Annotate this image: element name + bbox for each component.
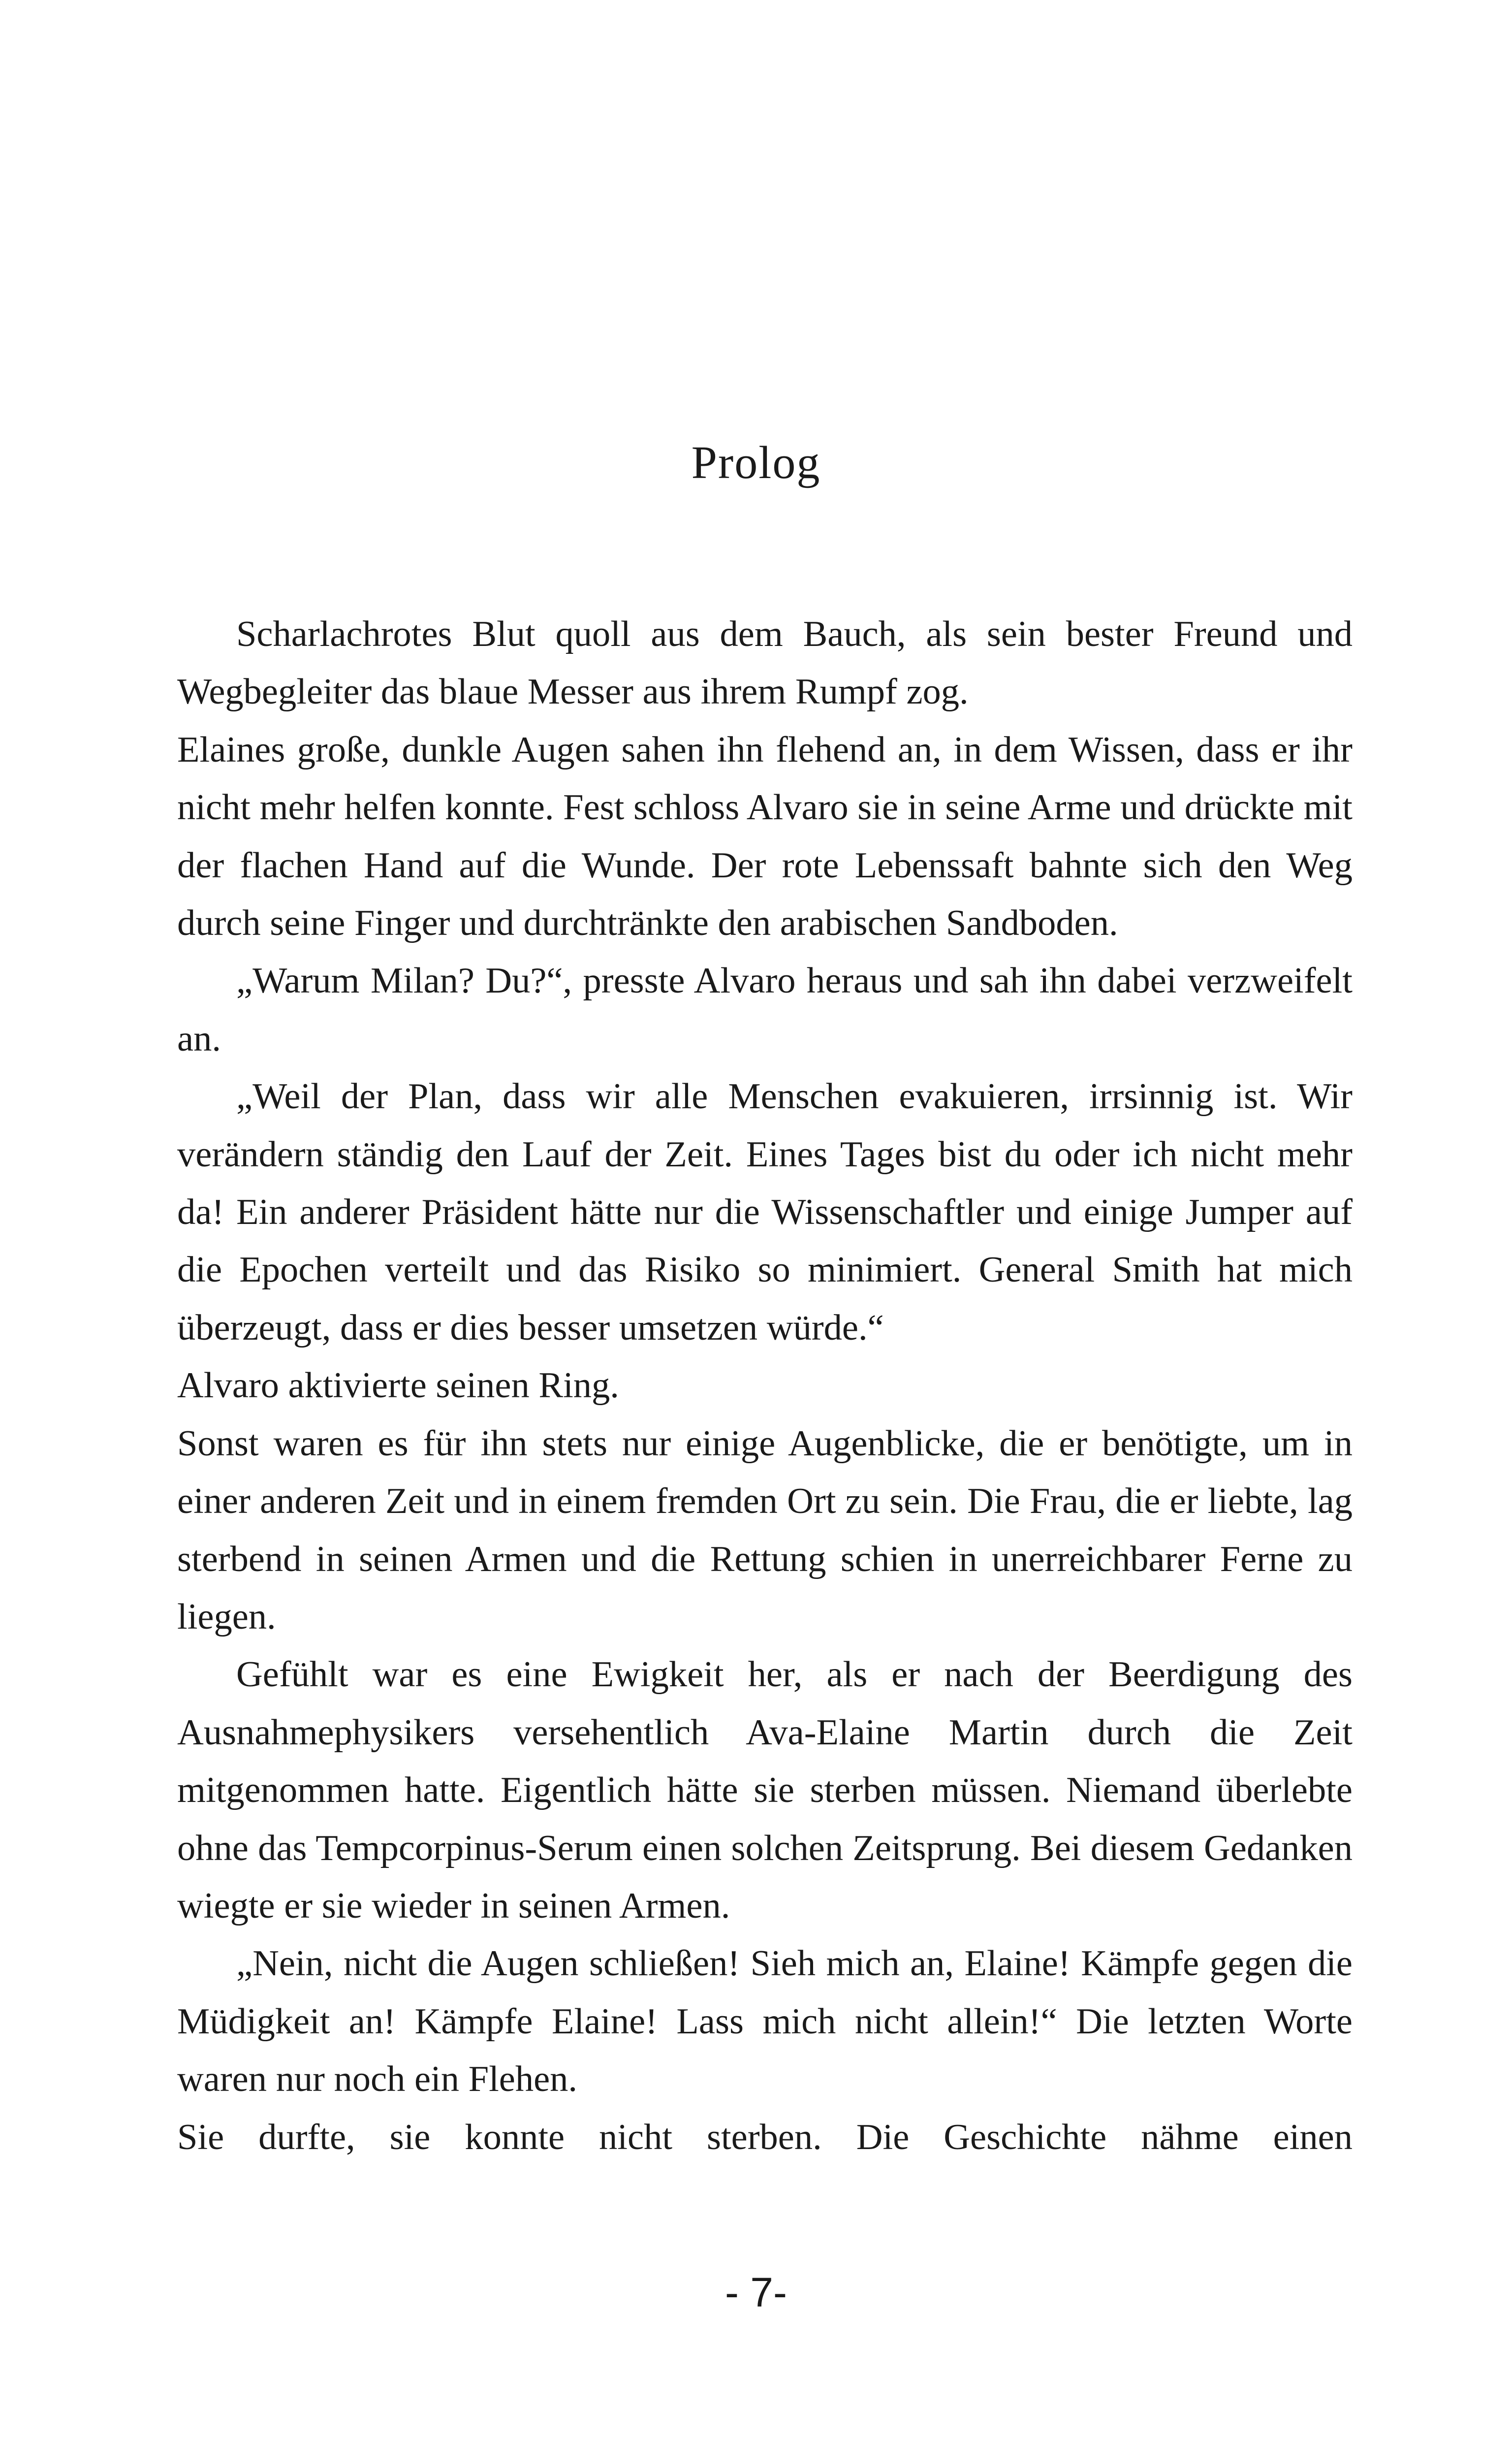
paragraph: Elaines große, dunkle Augen sahen ihn flehend an, in dem Wissen, dass er ihr nicht mehr helfen konnte. Fest schloss Alvaro sie in seine Arme und drückte mit der flachen Hand auf die Wunde. Der rote Lebenssaft bahnte sich den Weg durch seine Finger und durchtränkte den arabischen Sandboden. (177, 729, 1353, 944)
chapter-title: Prolog (691, 437, 821, 488)
paragraph: „Weil der Plan, dass wir alle Menschen evakuieren, irrsinnig ist. Wir verändern ständig den Lauf der Zeit. Eines Tages bist du oder ich nicht mehr da! Ein anderer Präsident hätte nur die Wissenschaftler und einige Jumper auf die Epochen verteilt und das Risiko so minimiert. General Smith hat mich überzeugt, dass er dies besser umsetzen würde.“ (177, 1076, 1353, 1348)
paragraph: Sie durfte, sie konnte nicht sterben. Die Geschichte nähme einen (177, 2117, 1353, 2157)
paragraph: „Warum Milan? Du?“, presste Alvaro heraus und sah ihn dabei verzweifelt an. (177, 961, 1353, 1059)
page-number: - 7- (725, 2269, 787, 2315)
paragraph: Scharlachrotes Blut quoll aus dem Bauch, als sein bester Freund und Wegbegleiter das blaue Messer aus ihrem Rumpf zog. (177, 614, 1353, 712)
paragraph: Sonst waren es für ihn stets nur einige Augenblicke, die er benötigte, um in einer anderen Zeit und in einem fremden Ort zu sein. Die Frau, die er liebte, lag sterbend in seinen Armen und die Rettung schien in unerreichbarer Ferne zu liegen. (177, 1423, 1353, 1637)
paragraph: „Nein, nicht die Augen schließen! Sieh mich an, Elaine! Kämpfe gegen die Müdigkeit an! Kämpfe Elaine! Lass mich nicht allein!“ Die letzten Worte waren nur noch ein Flehen. (177, 1943, 1353, 2100)
paragraph: Gefühlt war es eine Ewigkeit her, als er nach der Beerdigung des Ausnahmephysikers versehentlich Ava-Elaine Martin durch die Zeit mitgenommen hatte. Eigentlich hätte sie sterben müssen. Niemand überlebte ohne das Tempcorpinus-Serum einen solchen Zeitsprung. Bei diesem Gedanken wiegte er sie wieder in seinen Armen. (177, 1654, 1353, 1926)
body-text (177, 606, 1353, 2166)
paragraph: Alvaro aktivierte seinen Ring. (177, 1365, 619, 1406)
